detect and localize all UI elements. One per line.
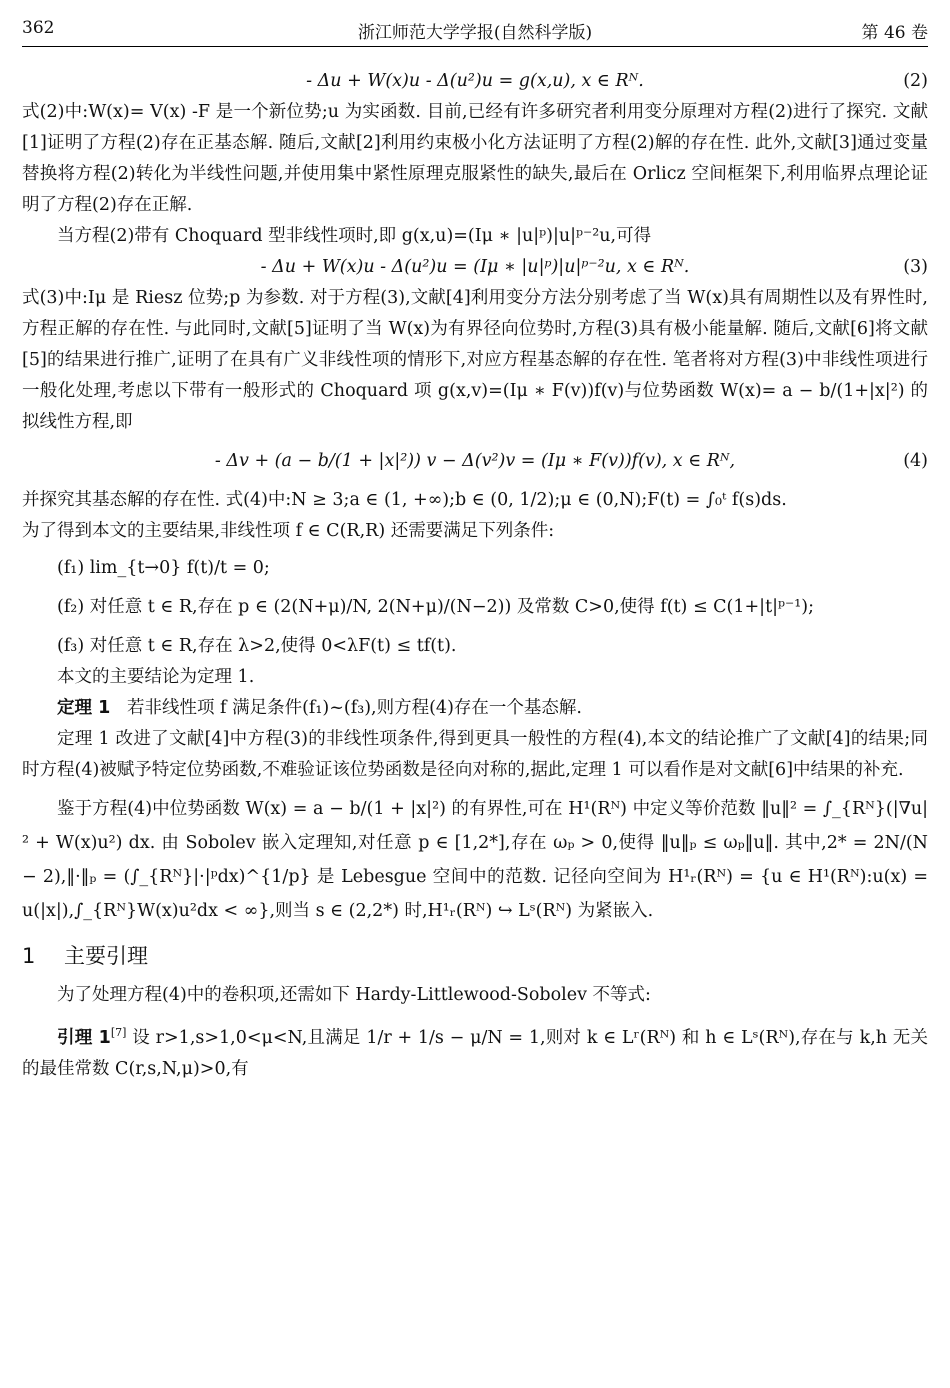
equation-4 xyxy=(22,446,928,477)
equation-3-number: (3) xyxy=(903,257,928,277)
paragraph-2: 当方程(2)带有 Choquard 型非线性项时,即 g(x,u)=(Iμ ∗ |u|ᵖ)|u|ᵖ⁻²u,可得 xyxy=(57,226,652,246)
condition-f3: (f₃) 对任意 t ∈ R,存在 λ>2,使得 0<λF(t) ≤ tf(t). xyxy=(57,636,457,656)
page-number: 362 xyxy=(22,18,55,38)
theorem-text: 若非线性项 f 满足条件(f₁)~(f₃),则方程(4)存在一个基态解. xyxy=(126,698,582,718)
journal-title: 浙江师范大学学报(自然科学版) xyxy=(357,23,593,43)
equation-4-number: (4) xyxy=(903,451,928,471)
equation-2 xyxy=(22,66,928,97)
paragraph-8: 鉴于方程(4)中位势函数 W(x) = a − b/(1 + |x|²) 的有界性,可在 H¹(Rᴺ) 中定义等价范数 ‖u‖² = ∫_{Rᴺ}(|∇u|² + W(x)u²) dx. 由 Sobolev 嵌入定理知,对任意 p ∈ [1,2*],存在 ωₚ > 0,使得 ‖u‖ₚ ≤ ωₚ‖u‖. 其中,2* = 2N/(N − 2),‖·‖ₚ = (∫_{Rᴺ}|·|ᵖdx)^{1/p} 是 Lebesgue 空间中的范数. 记径向空间为 H¹ᵣ(Rᴺ) = {u ∈ H¹(Rᴺ):u(x) = u(|x|),∫_{Rᴺ}W(x)u²dx < ∞},则当 s ∈ (2,2*) 时,H¹ᵣ(Rᴺ) ↪ Lˢ(Rᴺ) 为紧嵌入. xyxy=(22,799,928,921)
condition-f1: (f₁) lim_{t→0} f(t)/t = 0; xyxy=(57,558,270,578)
equation-3 xyxy=(22,252,928,283)
paragraph-9: 为了处理方程(4)中的卷积项,还需如下 Hardy-Littlewood-Sobolev 不等式: xyxy=(57,985,651,1005)
section-heading xyxy=(22,938,928,974)
article-body xyxy=(22,66,928,1085)
equation-2-number: (2) xyxy=(903,71,928,91)
paragraph-7: 定理 1 改进了文献[4]中方程(3)的非线性项条件,得到更具一般性的方程(4),本文的结论推广了文献[4]的结果;同时方程(4)被赋予特定位势函数,不难验证该位势函数是径向对称的,据此,定理 1 可以看作是对文献[6]中结果的补充. xyxy=(22,729,928,780)
lemma-text: 设 r>1,s>1,0<μ<N,且满足 1/r + 1/s − μ/N = 1,则对 k ∈ Lʳ(Rᴺ) 和 h ∈ Lˢ(Rᴺ),存在与 k,h 无关的最佳常数 C(r,s,N,μ)>0,有 xyxy=(22,1027,928,1079)
section-number: 1 xyxy=(22,944,36,968)
page-header xyxy=(22,18,928,46)
lemma-label: 引理 1 xyxy=(57,1027,111,1048)
equation-4-formula: - Δv + (a − b/(1 + |x|²)) v − Δ(v²)v = (Iμ ∗ F(v))f(v), x ∈ Rᴺ, xyxy=(214,451,736,471)
condition-f2: (f₂) 对任意 t ∈ R,存在 p ∈ (2(N+μ)/N, 2(N+μ)/(N−2)) 及常数 C>0,使得 f(t) ≤ C(1+|t|ᵖ⁻¹); xyxy=(57,597,814,617)
theorem-1 xyxy=(22,693,928,724)
paragraph-6: 本文的主要结论为定理 1. xyxy=(57,667,255,687)
header-rule xyxy=(22,46,928,47)
paragraph-1: 式(2)中:W(x)= V(x) -F 是一个新位势;u 为实函数. 目前,已经有许多研究者利用变分原理对方程(2)进行了探究. 文献[1]证明了方程(2)存在正基态解. 随后,文献[2]利用约束极小化方法证明了方程(2)解的存在性. 此外,文献[3]通过变量替换将方程(2)转化为半线性问题,并使用集中紧性原理克服紧性的缺失,最后在 Orlicz 空间框架下,利用临界点理论证明了方程(2)存在正解. xyxy=(22,102,928,215)
section-title: 主要引理 xyxy=(64,944,148,968)
equation-2-formula: - Δu + W(x)u - Δ(u²)u = g(x,u), x ∈ Rᴺ. xyxy=(306,71,644,91)
equation-3-formula: - Δu + W(x)u - Δ(u²)u = (Iμ ∗ |u|ᵖ)|u|ᵖ⁻²u, x ∈ Rᴺ. xyxy=(260,257,690,277)
theorem-label: 定理 1 xyxy=(57,698,111,718)
lemma-1 xyxy=(22,1017,928,1085)
paragraph-4: 并探究其基态解的存在性. 式(4)中:N ≥ 3;a ∈ (1, +∞);b ∈ (0, 1/2);μ ∈ (0,N);F(t) = ∫₀ᵗ f(s)ds. xyxy=(22,490,787,510)
paragraph-3: 式(3)中:Iμ 是 Riesz 位势;p 为参数. 对于方程(3),文献[4]利用变分方法分别考虑了当 W(x)具有周期性以及有界性时,方程正解的存在性. 与此同时,文献[5]证明了当 W(x)为有界径向位势时,方程(3)具有极小能量解. 随后,文献[6]将文献[5]的结果进行推广,证明了在具有广义非线性项的情形下,对应方程基态解的存在性. 笔者将对方程(3)中非线性项进行一般化处理,考虑以下带有一般形式的 Choquard 项 g(x,v)=(Iμ ∗ F(v))f(v)与位势函数 W(x)= a − b/(1+|x|²) 的拟线性方程,即 xyxy=(22,288,928,432)
volume-label: 第 46 卷 xyxy=(861,23,928,43)
lemma-ref: [7] xyxy=(110,1026,127,1039)
paragraph-5: 为了得到本文的主要结果,非线性项 f ∈ C(R,R) 还需要满足下列条件: xyxy=(22,521,555,541)
